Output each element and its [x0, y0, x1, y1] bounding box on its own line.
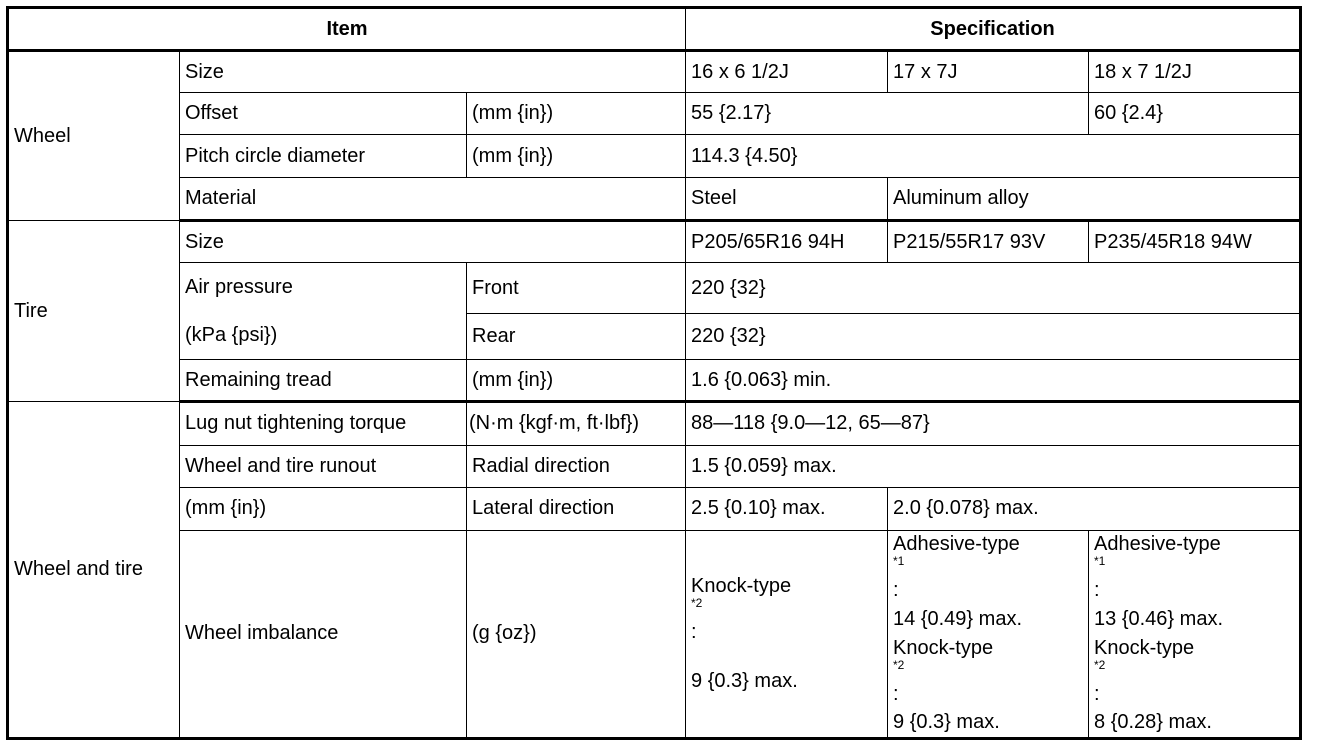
imbalance-16-type-line — [691, 575, 882, 644]
imbalance-18-knock-footnote: *2 — [1094, 657, 1106, 672]
imbalance-18-adhesive-type: Adhesive-type — [1094, 533, 1221, 556]
wheel-offset-unit: (mm {in}) — [467, 93, 686, 135]
tire-tread-label: Remaining tread — [180, 360, 467, 402]
wheel-and-tire-group-label: Wheel and tire — [8, 402, 180, 739]
imbalance-17-adhesive-footnote: *1 — [893, 554, 905, 569]
imbalance-18-knock-line — [1094, 637, 1294, 706]
lateral-value-16: 2.5 {0.10} max. — [686, 487, 888, 530]
imbalance-18-adhesive-colon: : — [1094, 579, 1100, 602]
tire-size-label: Size — [180, 221, 686, 263]
wheel-material-row — [8, 178, 1301, 221]
tire-tread-unit: (mm {in}) — [467, 360, 686, 402]
wheel-size-label: Size — [180, 51, 686, 93]
imbalance-17-knock-value: 9 {0.3} max. — [893, 711, 1000, 734]
imbalance-unit: (g {oz}) — [467, 530, 686, 738]
tire-air-pressure-label: Air pressure — [185, 275, 293, 298]
tire-size-row — [8, 221, 1301, 263]
imbalance-17 — [888, 530, 1089, 738]
radial-value: 1.5 {0.059} max. — [686, 445, 1301, 487]
wheel-size-17: 17 x 7J — [888, 51, 1089, 93]
imbalance-16-footnote: *2 — [691, 595, 703, 610]
imbalance-16-value: 9 {0.3} max. — [691, 669, 798, 692]
lug-nut-label: Lug nut tightening torque — [180, 402, 467, 445]
tire-front-row — [8, 263, 1301, 314]
imbalance-16-colon: : — [691, 620, 697, 643]
wheel-material-steel: Steel — [686, 178, 888, 221]
tire-group-label: Tire — [8, 221, 180, 402]
lug-nut-value: 88—118 {9.0—12, 65—87} — [686, 402, 1301, 445]
wheel-size-16: 16 x 6 1/2J — [686, 51, 888, 93]
imbalance-row — [8, 530, 1301, 738]
imbalance-18-adhesive-line — [1094, 533, 1294, 602]
imbalance-18-knock-type: Knock-type — [1094, 636, 1195, 659]
wheel-offset-label: Offset — [180, 93, 467, 135]
imbalance-16-type: Knock-type — [691, 574, 792, 597]
tire-air-pressure-cell — [180, 263, 467, 360]
tire-air-pressure-unit: (kPa {psi}) — [185, 323, 278, 346]
tire-size-16: P205/65R16 94H — [686, 221, 888, 263]
tire-tread-row — [8, 360, 1301, 402]
wheel-size-row — [8, 51, 1301, 93]
imbalance-17-knock-type: Knock-type — [893, 636, 994, 659]
imbalance-18-adhesive-value: 13 {0.46} max. — [1094, 607, 1223, 630]
imbalance-16 — [686, 530, 888, 738]
runout-unit: (mm {in}) — [180, 487, 467, 530]
imbalance-17-adhesive-colon: : — [893, 579, 899, 602]
lateral-label: Lateral direction — [467, 487, 686, 530]
wheel-group-label: Wheel — [8, 51, 180, 221]
tire-front-label: Front — [467, 263, 686, 314]
lug-nut-unit: (N·m {kgf·m, ft·lbf}) — [467, 402, 686, 445]
header-item: Item — [8, 8, 686, 51]
wheel-size-18: 18 x 7 1/2J — [1089, 51, 1301, 93]
imbalance-18-knock-value: 8 {0.28} max. — [1094, 711, 1212, 734]
tire-size-18: P235/45R18 94W — [1089, 221, 1301, 263]
lug-nut-row — [8, 402, 1301, 445]
imbalance-17-adhesive-value: 14 {0.49} max. — [893, 607, 1022, 630]
imbalance-18-adhesive-footnote: *1 — [1094, 554, 1106, 569]
runout-radial-row — [8, 445, 1301, 487]
wheel-pcd-unit: (mm {in}) — [467, 135, 686, 178]
tire-front-value: 220 {32} — [686, 263, 1301, 314]
tire-rear-label: Rear — [467, 314, 686, 360]
wheel-pcd-label: Pitch circle diameter — [180, 135, 467, 178]
imbalance-17-knock-footnote: *2 — [893, 657, 905, 672]
tire-size-17: P215/55R17 93V — [888, 221, 1089, 263]
runout-label: Wheel and tire runout — [180, 445, 467, 487]
wheel-pcd-row — [8, 135, 1301, 178]
imbalance-17-knock-line — [893, 637, 1083, 706]
tire-rear-value: 220 {32} — [686, 314, 1301, 360]
radial-label: Radial direction — [467, 445, 686, 487]
wheel-material-label: Material — [180, 178, 686, 221]
header-specification: Specification — [686, 8, 1301, 51]
imbalance-18-knock-colon: : — [1094, 682, 1100, 705]
imbalance-17-adhesive-type: Adhesive-type — [893, 533, 1020, 556]
imbalance-17-adhesive-line — [893, 533, 1083, 602]
header-row — [8, 8, 1301, 51]
spec-table — [6, 6, 1302, 740]
wheel-material-alloy: Aluminum alloy — [888, 178, 1301, 221]
imbalance-18 — [1089, 530, 1301, 738]
wheel-offset-value-b: 60 {2.4} — [1089, 93, 1301, 135]
runout-lateral-row — [8, 487, 1301, 530]
imbalance-label: Wheel imbalance — [180, 530, 467, 738]
tire-tread-value: 1.6 {0.063} min. — [686, 360, 1301, 402]
imbalance-17-knock-colon: : — [893, 682, 899, 705]
wheel-offset-value-a: 55 {2.17} — [686, 93, 1089, 135]
wheel-pcd-value: 114.3 {4.50} — [686, 135, 1301, 178]
lateral-value-17-18: 2.0 {0.078} max. — [888, 487, 1301, 530]
wheel-offset-row — [8, 93, 1301, 135]
